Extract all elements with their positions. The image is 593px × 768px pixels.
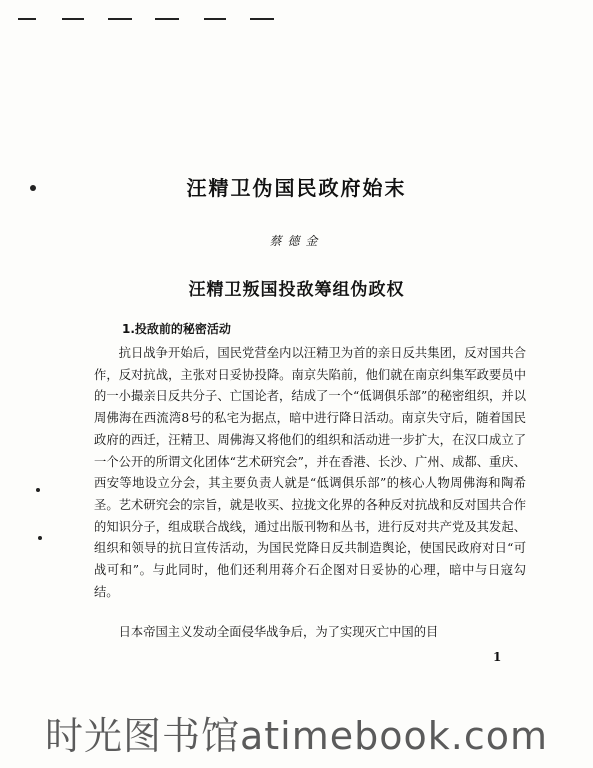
top-rule-segment (62, 18, 84, 20)
body-paragraph: 抗日战争开始后，国民党营垒内以汪精卫为首的亲日反共集团，反对国共合作，反对抗战，主张对日妥协投降。南京失陷前，他们就在南京纠集军政要员中的一小撮亲日反共分子、亡国论者，结成了一个“低调俱乐部”的秘密组织，并以周佛海在西流湾8号的私宅为据点，暗中进行降日活动。南京失守后，随着国民政府的西迁，汪精卫、周佛海又将他们的组织和活动进一步扩大，在汉口成立了一个公开的所谓文化团体“艺术研究会”，并在香港、长沙、广州、成都、重庆、西安等地设立分会，其主要负责人就是“低调俱乐部”的核心人物周佛海和陶希圣。艺术研究会的宗旨，就是收买、拉拢文化界的各种反对抗战和反对国共合作的知识分子，组成联合战线，通过出版刊物和丛书，进行反对共产党及其发起、组织和领导的抗日宣传活动，为国民党降日反共制造舆论，使国民政府对日“可战可和”。与此同时，他们还利用蒋介石企图对日妥协的心理，暗中与日寇勾结。 (94, 346, 526, 599)
watermark-text: 时光图书馆atimebook.com (44, 714, 548, 758)
page-number: 1 (493, 650, 502, 664)
top-rule-segment (108, 18, 132, 20)
binding-hole-mark (38, 536, 42, 540)
document-title: 汪精卫伪国民政府始末 (186, 176, 407, 200)
top-rule-segment (204, 18, 226, 20)
top-rule-segment (18, 18, 36, 20)
document-author: 蔡德金 (269, 234, 324, 248)
top-rule-segment (250, 18, 274, 20)
subsection-title: 1.投敌前的秘密活动 (122, 322, 231, 336)
body-paragraph: 日本帝国主义发动全面侵华战争后，为了实现灭亡中国的目 (118, 625, 439, 639)
binding-hole-mark (36, 488, 40, 492)
top-rule-segment (155, 18, 179, 20)
section-title: 汪精卫叛国投敌筹组伪政权 (188, 280, 405, 300)
